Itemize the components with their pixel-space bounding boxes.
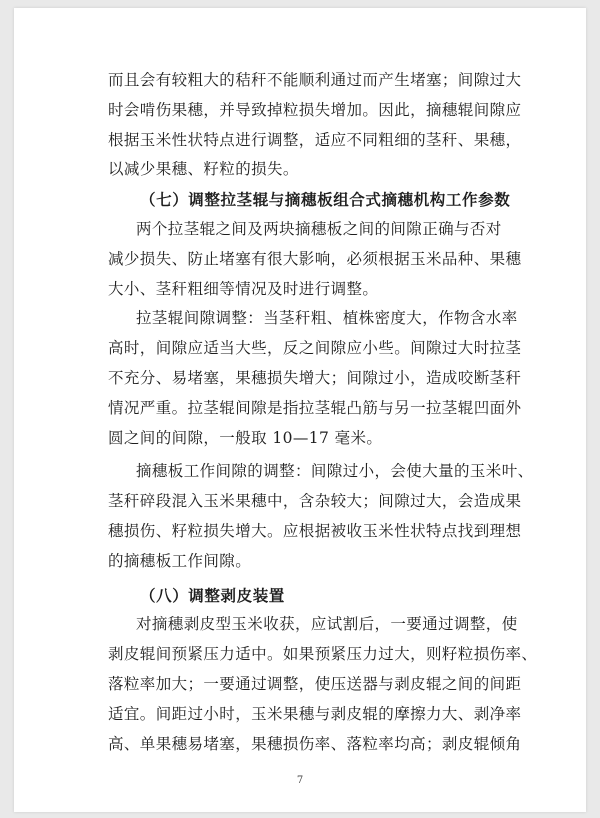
- section-heading-8: （八）调整剥皮装置: [140, 585, 285, 605]
- paragraph: [108, 457, 534, 576]
- page-body: [108, 66, 538, 759]
- text-line: 圆之间的间隙，一般取 10—17 毫米。: [108, 428, 383, 447]
- text-line: 适宜。间距过小时，玉米果穗与剥皮辊的摩擦力大、剥净率: [108, 704, 522, 723]
- paragraph: [108, 304, 524, 453]
- text-line: 对摘穗剥皮型玉米收获，应试割后，一要通过调整，使: [136, 615, 518, 634]
- text-line: 不充分、易堵塞，果穗损失增大；间隙过小，造成咬断茎秆: [108, 368, 522, 387]
- text-line: 根据玉米性状特点进行调整，适应不同粗细的茎秆、果穗，: [108, 130, 522, 149]
- paragraph: [108, 610, 538, 759]
- text-line: 大小、茎秆粗细等情况及时进行调整。: [108, 279, 379, 298]
- paragraph-continuation: [108, 66, 524, 185]
- text-line: 茎秆碎段混入玉米果穗中，含杂较大；间隙过大，会造成果: [108, 492, 522, 511]
- text-line: 高时，间隙应适当大些，反之间隙应小些。间隙过大时拉茎: [108, 339, 522, 358]
- text-line: 剥皮辊间预紧压力适中。如果预紧压力过大，则籽粒损伤率、: [108, 645, 538, 664]
- text-line: 落粒率加大；一要通过调整，使压送器与剥皮辊之间的间距: [108, 674, 522, 693]
- text-line: 穗损伤、籽粒损失增大。应根据被收玉米性状特点找到理想: [108, 521, 522, 540]
- text-line: 时会啃伤果穗，并导致掉粒损失增加。因此，摘穗辊间隙应: [108, 100, 522, 119]
- section-heading-7: （七）调整拉茎辊与摘穗板组合式摘穗机构工作参数: [140, 190, 511, 210]
- text-line: 减少损失、防止堵塞有很大影响，必须根据玉米品种、果穗: [108, 249, 522, 268]
- text-line: 高、单果穗易堵塞，果穗损伤率、落粒率均高；剥皮辊倾角: [108, 734, 522, 753]
- text-line: 以减少果穗、籽粒的损失。: [108, 160, 299, 179]
- document-page: [14, 8, 586, 812]
- text-line: 的摘穗板工作间隙。: [108, 551, 252, 570]
- paragraph: [108, 215, 524, 304]
- text-line: 情况严重。拉茎辊间隙是指拉茎辊凸筋与另一拉茎辊凹面外: [108, 398, 522, 417]
- text-line: 拉茎辊间隙调整：当茎秆粗、植株密度大，作物含水率: [136, 309, 518, 328]
- text-line: 摘穗板工作间隙的调整：间隙过小，会使大量的玉米叶、: [136, 462, 534, 481]
- text-line: 而且会有较粗大的秸秆不能顺利通过而产生堵塞；间隙过大: [108, 71, 522, 89]
- text-line: 两个拉茎辊之间及两块摘穗板之间的间隙正确与否对: [136, 219, 502, 238]
- page-number: 7: [296, 775, 304, 786]
